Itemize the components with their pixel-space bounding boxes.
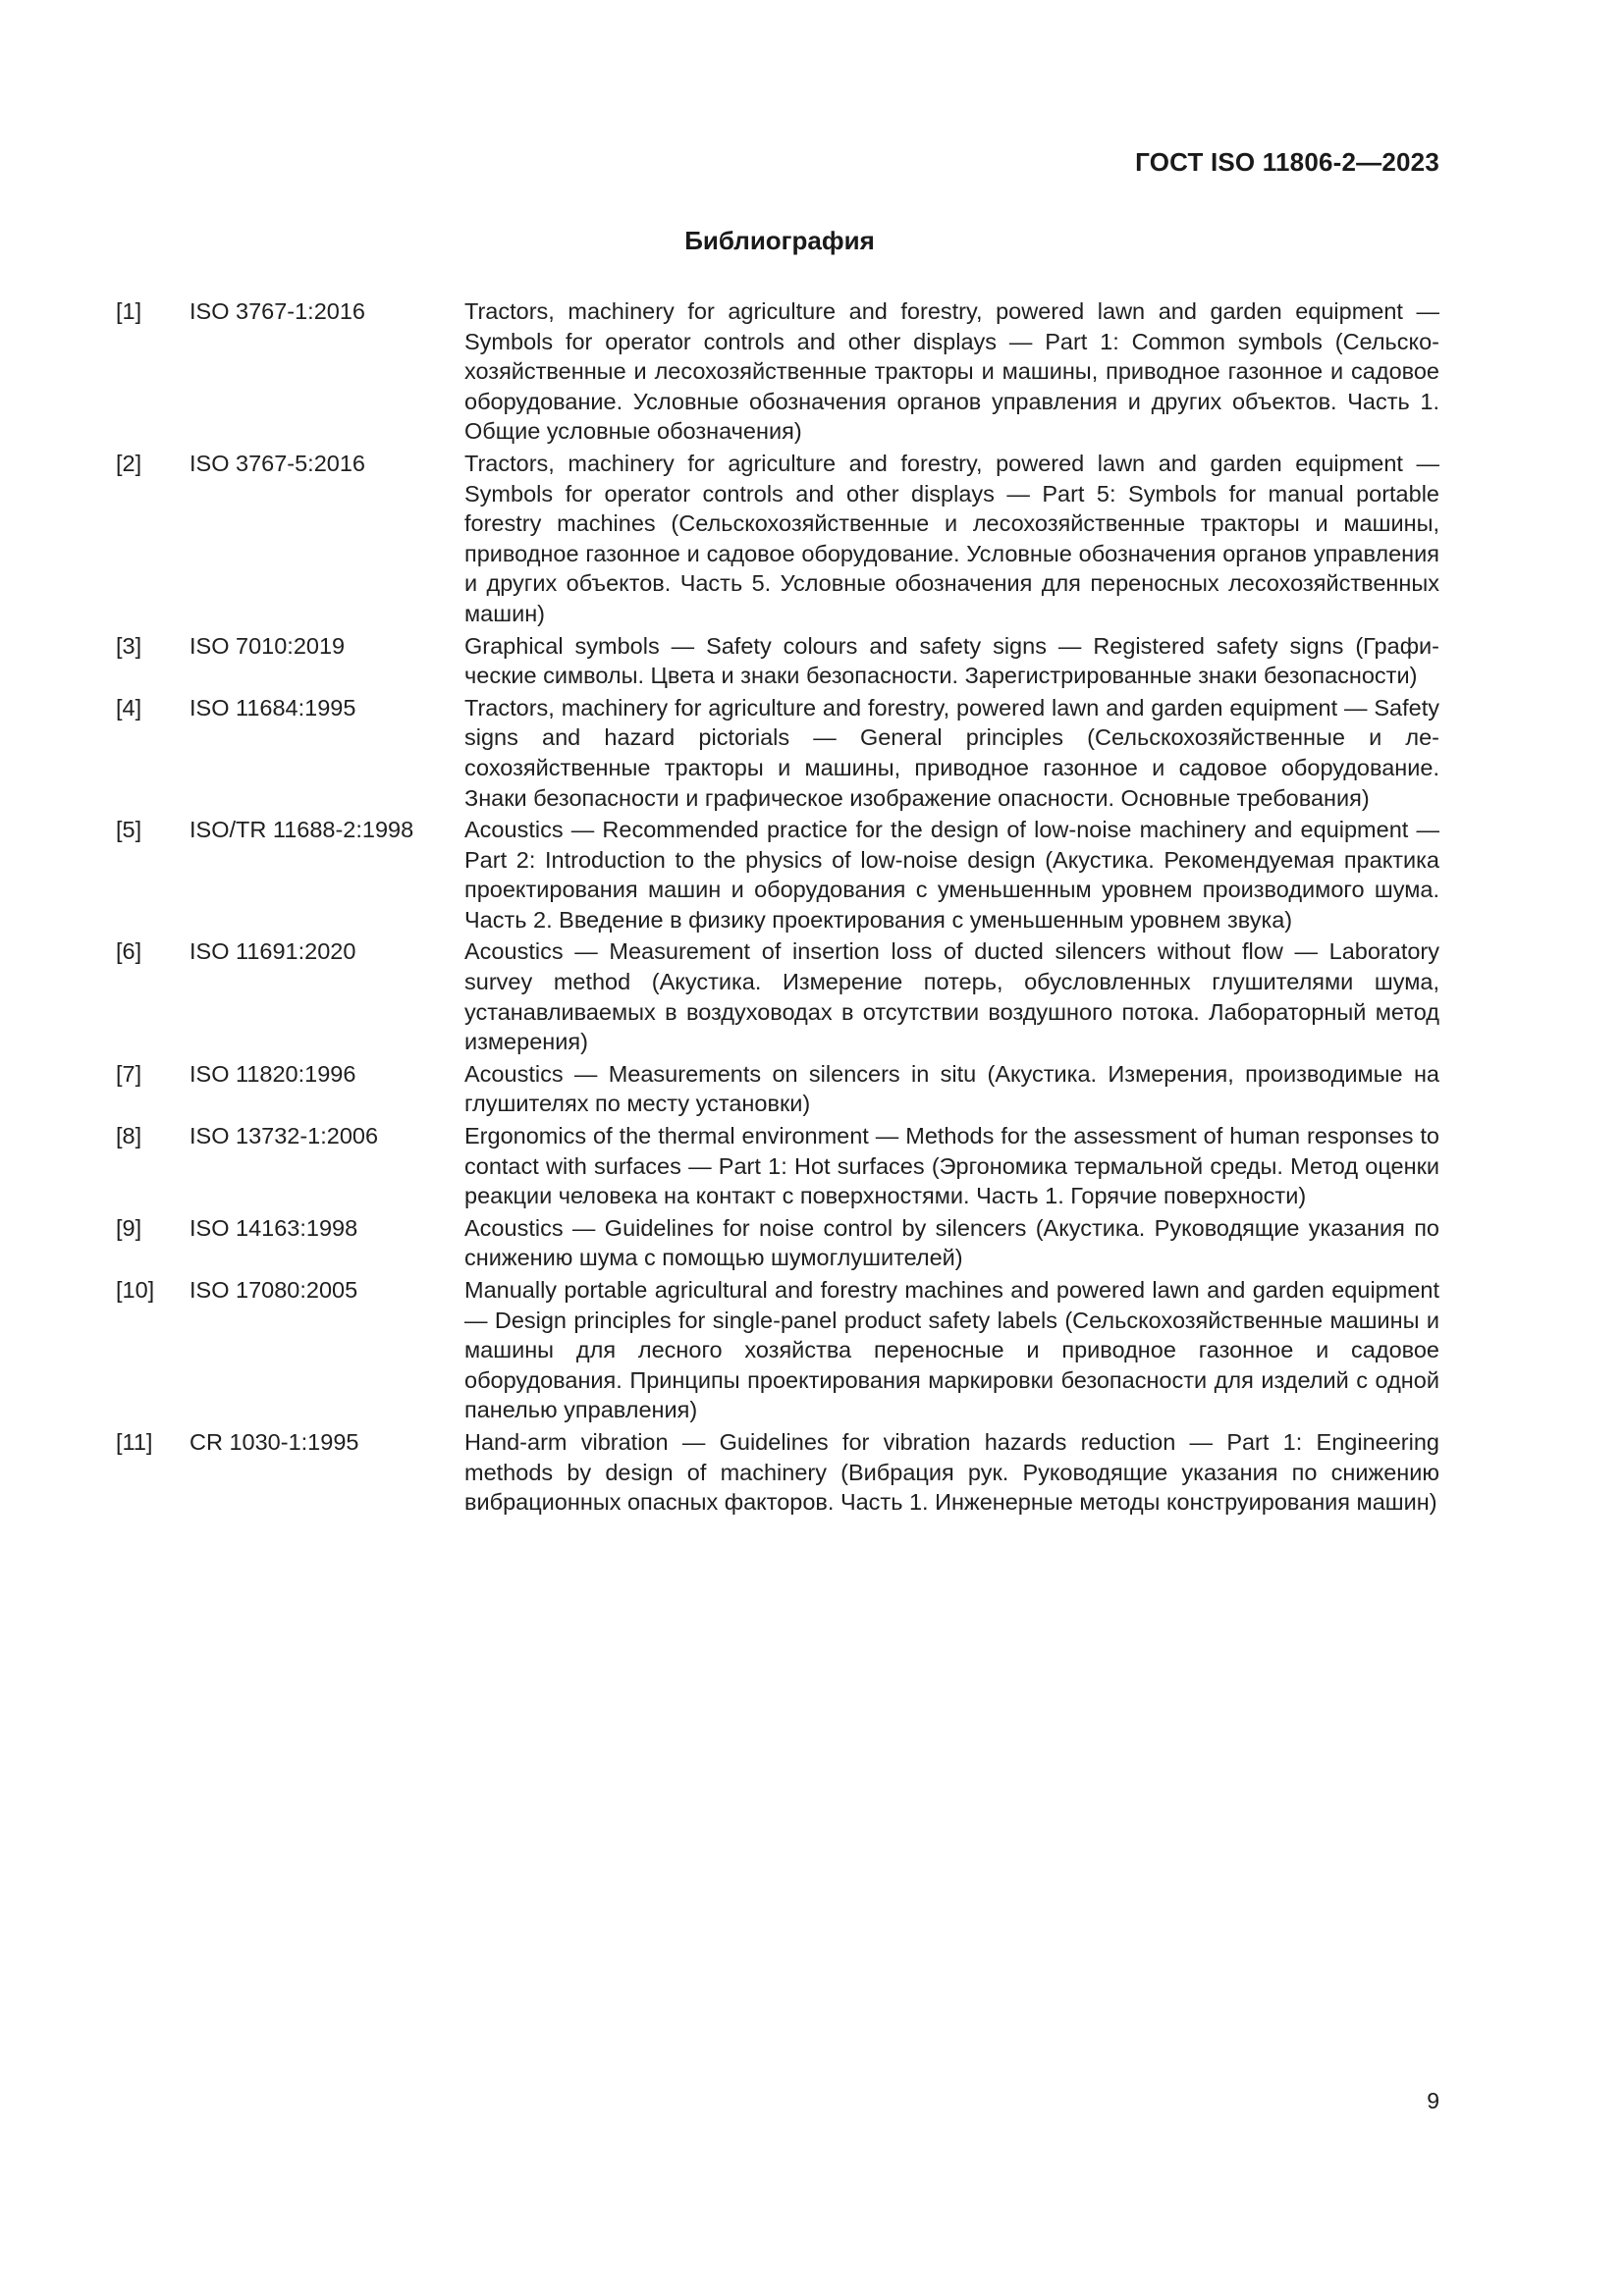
entry-description: Acoustics — Guidelines for noise control by silencers (Акустика. Руководящие указания по снижению шума с помощью шумоглушителей)	[464, 1214, 1439, 1271]
entry-description: Acoustics — Measurement of insertion loss of ducted silencers without flow — Laboratory survey method (Акустика. Измерение потерь, обусловленных глушителями шума, устанавливаемых в воздуховодах в отсутствии воздушного потока. Лабораторный метод измерения)	[464, 938, 1439, 1055]
bibliography-entry	[116, 1059, 1439, 1119]
bibliography-entry	[116, 449, 1439, 629]
entry-number: [3]	[116, 632, 142, 659]
entry-number: [4]	[116, 694, 142, 721]
bibliography-entry	[116, 1121, 1439, 1211]
bibliography-entry	[116, 1427, 1439, 1518]
entry-standard-code: ISO 11691:2020	[189, 938, 356, 965]
page-number: 9	[1427, 2088, 1439, 2113]
entry-number: [10]	[116, 1277, 155, 1303]
bibliography-entry	[116, 1213, 1439, 1273]
entry-standard-code: CR 1030-1:1995	[189, 1428, 359, 1455]
entry-standard-code: ISO 14163:1998	[189, 1214, 358, 1241]
entry-standard-code: ISO 11684:1995	[189, 694, 356, 721]
document-standard-id: ГОСТ ISO 11806-2—2023	[1135, 147, 1439, 177]
entry-description: Tractors, machinery for agriculture and forestry, powered lawn and garden equipment — Symbols for operator controls and other displays — Part 1: Common symbols (Сельскохозяйственные и лесохозяйственные тракторы и машины, приводное газонное и садовое оборудование. Условные обозначения органов управления и других объектов. Часть 1. Общие условные обозначения)	[464, 298, 1439, 445]
entry-standard-code: ISO 3767-1:2016	[189, 298, 365, 324]
page-title: Библиография	[684, 226, 875, 255]
entry-number: [8]	[116, 1123, 142, 1149]
bibliography-entry	[116, 296, 1439, 447]
entry-standard-code: ISO 17080:2005	[189, 1277, 358, 1303]
bibliography-entry	[116, 936, 1439, 1056]
bibliography-entry	[116, 1275, 1439, 1425]
entry-number: [1]	[116, 298, 142, 324]
entry-description: Ergonomics of the thermal environment — Methods for the assessment of human responses to contact with surfaces — Part 1: Hot surfaces (Эргономика термальной среды. Метод оценки реакции человека на контакт с поверхностями. Часть 1. Горячие поверхности)	[464, 1123, 1439, 1209]
entry-description: Acoustics — Recommended practice for the design of low-noise machinery and equipment — Part 2: Introduction to the physics of low-noise design (Акустика. Рекомендуемая практика проектирования машин и оборудования с уменьшенным уровнем производимого шума. Часть 2. Введение в физику проектирования с уменьшенным уровнем звука)	[464, 817, 1439, 933]
bibliography-list	[116, 296, 1439, 1520]
entry-description: Hand-arm vibration — Guidelines for vibration hazards reduction — Part 1: Engineering methods by design of machinery (Вибрация рук. Руководящие указания по снижению вибрационных опасных факторов. Часть 1. Инженерные методы конструирования машин)	[464, 1428, 1439, 1516]
entry-description: Manually portable agricultural and forestry machines and powered lawn and garden equipment — Design principles for single-panel product safety labels (Сельскохозяйственные машины и машины для лесного хозяйства переносные и приводное газонное и садовое оборудования. Принципы проектирования маркировки безопасности для изделий с одной панелью управления)	[464, 1277, 1439, 1423]
entry-standard-code: ISO 3767-5:2016	[189, 450, 365, 476]
entry-description: Tractors, machinery for agriculture and forestry, powered lawn and garden equipment — Safety signs and hazard pictorials — General principles (Сельскохозяйственные и лесохозяйственные тракторы и машины, приводное газонное и садовое оборудование. Знаки безопасности и графическое изображение опасности. Основные требования)	[464, 694, 1439, 811]
entry-standard-code: ISO/TR 11688-2:1998	[189, 817, 414, 843]
entry-description: Acoustics — Measurements on silencers in situ (Акустика. Измерения, производимые на глушителях по месту установки)	[464, 1060, 1439, 1117]
entry-description: Tractors, machinery for agriculture and forestry, powered lawn and garden equipment — Symbols for operator controls and other displays — Part 5: Symbols for manual portable forestry machines (Сельскохозяйственные и лесохозяйственные тракторы и машины, приводное газонное и садовое оборудование. Условные обозначения органов управления и других объектов. Часть 5. Условные обозначения для переносных лесохозяйственных машин)	[464, 450, 1439, 626]
entry-standard-code: ISO 13732-1:2006	[189, 1123, 379, 1149]
entry-standard-code: ISO 11820:1996	[189, 1060, 356, 1087]
entry-description: Graphical symbols — Safety colours and safety signs — Registered safety signs (Графические символы. Цвета и знаки безопасности. Зарегистрированные знаки безопасности)	[464, 632, 1439, 689]
entry-number: [5]	[116, 817, 142, 843]
entry-standard-code: ISO 7010:2019	[189, 632, 346, 659]
entry-number: [6]	[116, 938, 142, 965]
bibliography-entry	[116, 631, 1439, 691]
entry-number: [2]	[116, 450, 142, 476]
entry-number: [7]	[116, 1060, 142, 1087]
bibliography-entry	[116, 693, 1439, 813]
bibliography-entry	[116, 815, 1439, 934]
entry-number: [9]	[116, 1214, 142, 1241]
entry-number: [11]	[116, 1428, 153, 1455]
